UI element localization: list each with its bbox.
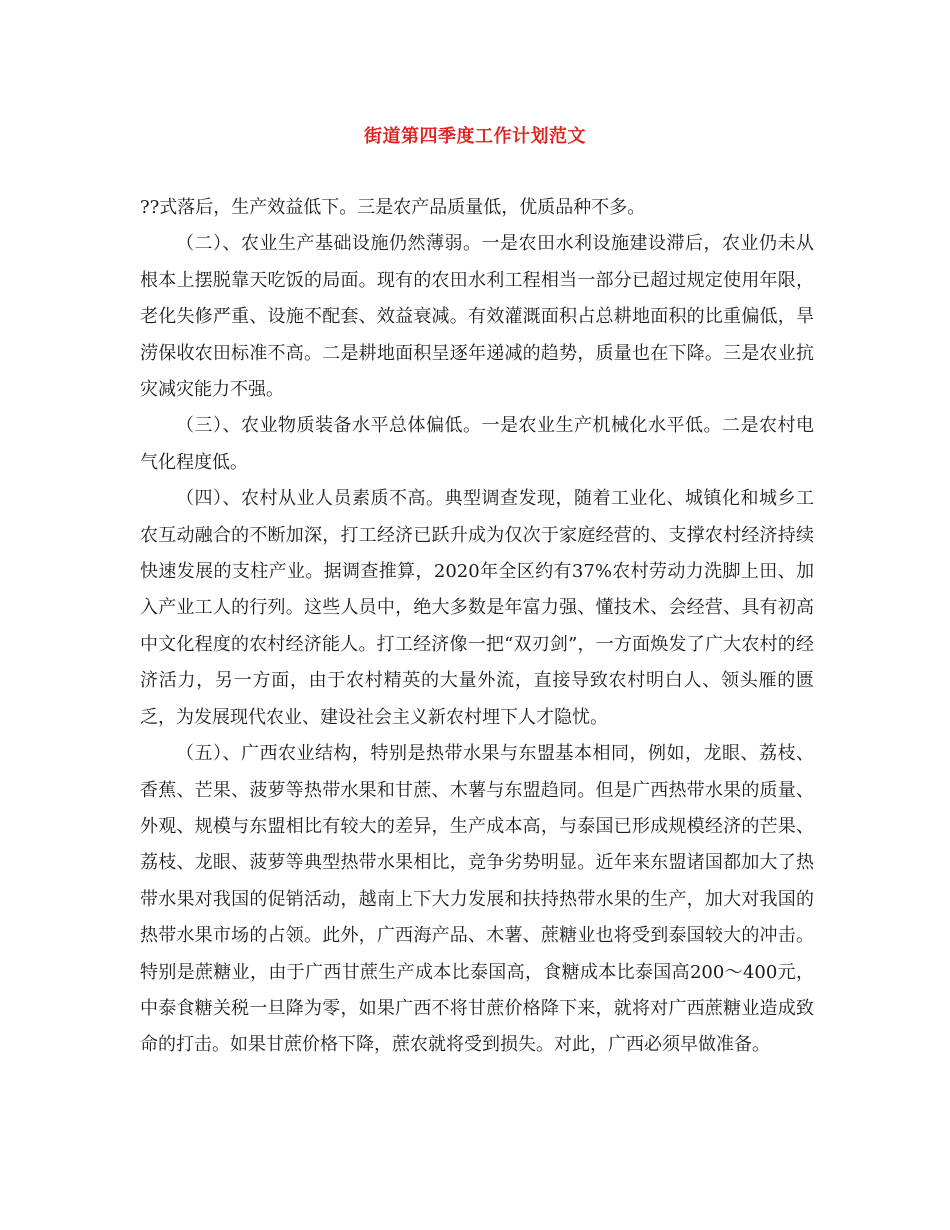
paragraph-workforce: （四）、农村从业人员素质不高。典型调查发现，随着工业化、城镇化和城乡工农互动融合的不断加深，打工经济已跃升成为仅次于家庭经营的、支撑农村经济持续快速发展的支柱产业。据调查推算，2020年全区约有37%农村劳动力洗脚上田、加入产业工人的行列。这些人员中，绝大多数是年富力强、懂技术、会经营、具有初高中文化程度的农村经济能人。打工经济像一把“双刃剑”，一方面焕发了广大农村的经济活力，另一方面，由于农村精英的大量外流，直接导致农村明白人、领头雁的匮乏，为发展现代农业、建设社会主义新农村埋下人才隐忧。 <box>140 488 814 728</box>
paragraph-infrastructure: （二）、农业生产基础设施仍然薄弱。一是农田水利设施建设滞后，农业仍未从根本上摆脱靠天吃饭的局面。现有的农田水利工程相当一部分已超过规定使用年限，老化失修严重、设施不配套、效益衰减。有效灌溉面积占总耕地面积的比重偏低，旱涝保收农田标准不高。二是耕地面积呈逐年递减的趋势，质量也在下降。三是农业抗灾减灾能力不强。 <box>140 233 814 401</box>
paragraph-structure: （五）、广西农业结构，特别是热带水果与东盟基本相同，例如，龙眼、荔枝、香蕉、芒果、菠萝等热带水果和甘蔗、木薯与东盟趋同。但是广西热带水果的质量、外观、规模与东盟相比有较大的差异，生产成本高，与泰国已形成规模经济的芒果、荔枝、龙眼、菠萝等典型热带水果相比，竞争劣势明显。近年来东盟诸国都加大了热带水果对我国的促销活动，越南上下大力发展和扶持热带水果的生产，加大对我国的热带水果市场的占领。此外，广西海产品、木薯、蔗糖业也将受到泰国较大的冲击。特别是蔗糖业，由于广西甘蔗生产成本比泰国高，食糖成本比泰国高200～400元，中泰食糖关税一旦降为零，如果广西不将甘蔗价格降下来，就将对广西蔗糖业造成致命的打击。如果甘蔗价格下降，蔗农就将受到损失。对此，广西必须早做准备。 <box>140 743 814 1056</box>
document-title: 街道第四季度工作计划范文 <box>364 126 586 147</box>
paragraph-equipment: （三）、农业物质装备水平总体偏低。一是农业生产机械化水平低。二是农村电气化程度低。 <box>140 415 814 473</box>
paragraph-continuation: ??式落后，生产效益低下。三是农产品质量低，优质品种不多。 <box>140 197 646 218</box>
document-body <box>140 190 814 1064</box>
